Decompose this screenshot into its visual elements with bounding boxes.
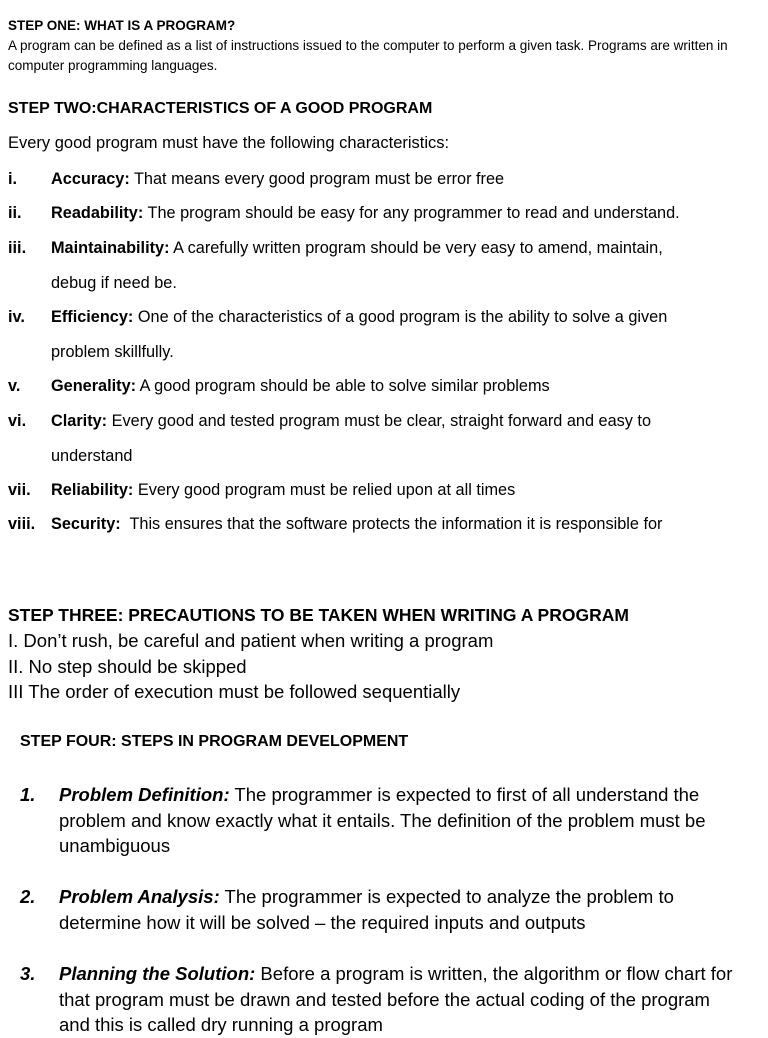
list-item-text: Before a program is written, the algorithm or flow chart for that program must be drawn and tested before the actual coding of the program and this is called dry running a program xyxy=(59,963,733,1035)
list-item-term: Security: xyxy=(51,515,121,533)
list-item-text: The programmer is expected to analyze the problem to determine how it will be solved – the required inputs and outputs xyxy=(59,886,674,933)
step-four-heading: STEP FOUR: STEPS IN PROGRAM DEVELOPMENT xyxy=(20,733,409,750)
step-three-heading: STEP THREE: PRECAUTIONS TO BE TAKEN WHEN WRITING A PROGRAM xyxy=(8,605,629,625)
list-item-number: ii. xyxy=(8,204,22,222)
step-one-text: A program can be defined as a list of instructions issued to the computer to perform a given task. Programs are written in computer programming languages. xyxy=(8,38,728,73)
list-item xyxy=(20,782,740,859)
list-item xyxy=(8,473,748,508)
list-item-number: i. xyxy=(8,170,18,188)
step-two-heading: STEP TWO:CHARACTERISTICS OF A GOOD PROGRAM xyxy=(8,100,433,117)
list-item-text: Every good program must be relied upon at all times xyxy=(133,481,516,499)
list-item-number: vi. xyxy=(8,412,27,430)
list-item-term: Efficiency: xyxy=(51,308,134,326)
list-item xyxy=(8,369,748,404)
list-item-text: That means every good program must be error free xyxy=(129,170,505,188)
step-three-line: III The order of execution must be followed sequentially xyxy=(8,681,461,702)
list-item-term: Planning the Solution: xyxy=(59,963,256,984)
list-item-term: Problem Analysis: xyxy=(59,886,220,907)
list-item-term: Accuracy: xyxy=(51,170,130,188)
list-item-text: A good program should be able to solve similar problems xyxy=(136,377,550,395)
list-item-number: viii. xyxy=(8,515,36,533)
list-item-text: The program should be easy for any programmer to read and understand. xyxy=(143,204,680,222)
list-item-term: Clarity: xyxy=(51,412,108,430)
list-item-number: 2. xyxy=(20,886,36,907)
step-two-intro: Every good program must have the following characteristics: xyxy=(8,134,450,152)
list-item xyxy=(8,162,748,197)
list-item xyxy=(20,884,740,935)
list-item xyxy=(8,507,760,542)
list-item-number: iv. xyxy=(8,308,25,326)
list-item-term: Generality: xyxy=(51,377,137,395)
list-item-number: 1. xyxy=(20,784,36,805)
list-item xyxy=(8,196,748,231)
step-three-line: II. No step should be skipped xyxy=(8,656,247,677)
list-item xyxy=(8,231,708,300)
list-item-term: Reliability: xyxy=(51,481,134,499)
list-item-term: Readability: xyxy=(51,204,144,222)
list-item xyxy=(8,300,718,369)
list-item xyxy=(20,961,740,1038)
step-one-heading: STEP ONE: WHAT IS A PROGRAM? xyxy=(8,18,236,33)
list-item-number: v. xyxy=(8,377,21,395)
list-item xyxy=(8,404,708,473)
list-item-number: 3. xyxy=(20,963,36,984)
list-item-number: iii. xyxy=(8,239,27,257)
list-item-text: This ensures that the software protects the information it is responsible for xyxy=(120,515,663,533)
list-item-text: A carefully written program should be very easy to amend, maintain, debug if need be. xyxy=(51,239,663,292)
list-item-text: The programmer is expected to first of all understand the problem and know exactly what it entails. The definition of the problem must be unambiguous xyxy=(59,784,706,856)
list-item-text: One of the characteristics of a good program is the ability to solve a given problem skillfully. xyxy=(51,308,668,361)
list-item-text: Every good and tested program must be clear, straight forward and easy to understand xyxy=(51,412,652,465)
list-item-term: Maintainability: xyxy=(51,239,170,257)
list-item-term: Problem Definition: xyxy=(59,784,230,805)
list-item-number: vii. xyxy=(8,481,31,499)
step-three-line: I. Don’t rush, be careful and patient when writing a program xyxy=(8,630,494,651)
